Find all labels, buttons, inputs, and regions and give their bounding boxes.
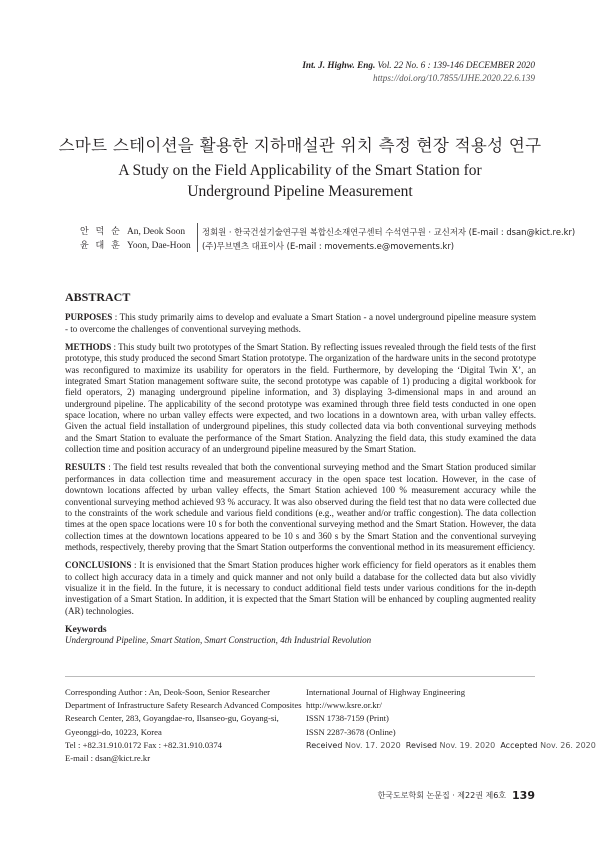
received-date: Nov. 17. 2020: [344, 740, 401, 750]
issn-print: ISSN 1738-7159 (Print): [306, 713, 389, 724]
issn-online: ISSN 2287-3678 (Online): [306, 726, 396, 737]
corr-line: Research Center, 283, Goyangdae-ro, Ilsanseo-gu, Goyang-si,: [65, 713, 279, 724]
page-footer: [378, 789, 535, 802]
author-name-korean: 안 덕 순: [80, 227, 122, 237]
corr-line: Department of Infrastructure Safety Research Advanced Composites: [65, 700, 302, 711]
methods-paragraph: [65, 342, 536, 455]
doi-link[interactable]: https://doi.org/10.7855/IJHE.2020.22.6.139: [373, 73, 535, 83]
english-title-line1: A Study on the Field Applicability of the Smart Station for: [118, 162, 482, 179]
submission-dates: [306, 739, 596, 752]
methods-label: METHODS: [65, 342, 112, 353]
journal-name: International Journal of Highway Engineering: [306, 687, 466, 697]
english-title-line2: Underground Pipeline Measurement: [187, 183, 413, 200]
revised-label: Revised: [405, 740, 437, 750]
footer-journal-info: 한국도로학회 논문집 · 제22권 제6호: [377, 791, 507, 800]
conclusions-text: : It is envisioned that the Smart Station produces higher work efficiency for field operators as it enables them to collect high accuracy data in a timely and quick manner and not only build a database for the collected data but also vividly visualize it in the field. In the future, it is necessary to conduct additional field tests under various conditions for the in-depth investigation of a Smart Station. In addition, it is expected that the Smart Station will be enhanced by coupling augmented reality (AR) technologies.: [65, 560, 536, 616]
purposes-paragraph: [65, 312, 536, 335]
accepted-date: Nov. 26. 2020: [540, 740, 596, 750]
results-label: RESULTS: [65, 462, 106, 473]
results-text: : The field test results revealed that both the conventional surveying method and the Smart Station produced similar performances in data collection time and measurement accuracy in the open space test location. However, in the case of downtown locations affected by urban valley effects, the Smart Station achieved 100 % measurement accuracy while the conventional surveying method achieved 93 % accuracy. It was also observed during the field test that no data were collected due to the constraints of the work schedule and various field conditions (e.g., weather and/or traffic congestion). The data collection times at the open space locations were 10 s for both the conventional surveying method and the Smart Station. However, the data collection times at the downtown locations appeared to be 10 s and 360 s by the Smart Station and the conventional surveying methods, respectively, thereby proving that the Smart Station outperforms the conventional method in its measurement efficiency.: [65, 462, 536, 552]
conclusions-label: CONCLUSIONS: [65, 560, 132, 571]
results-paragraph: [65, 462, 536, 553]
english-title: [0, 160, 600, 202]
author-name-english: An, Deok Soon: [127, 227, 186, 237]
accepted-label: Accepted: [500, 740, 538, 750]
abstract-section: [65, 292, 536, 647]
corr-line: Corresponding Author : An, Deok-Soon, Senior Researcher: [65, 687, 271, 697]
footnote-divider: [65, 676, 535, 677]
author-affiliation: 정회원 · 한국건설기술연구원 복합신소재연구센터 수석연구원 · 교신저자 (E-mail : dsan@kict.re.kr): [202, 227, 576, 237]
author-row: [80, 225, 575, 239]
author-row: [80, 239, 575, 253]
page-number: 139: [512, 789, 535, 802]
corresponding-author-block: [65, 686, 302, 765]
keywords-list: Underground Pipeline, Smart Station, Smart Construction, 4th Industrial Revolution: [65, 635, 372, 646]
corr-email[interactable]: E-mail : dsan@kict.re.kr: [65, 753, 151, 764]
keywords-heading: Keywords: [65, 623, 107, 635]
abstract-heading: ABSTRACT: [65, 290, 131, 304]
publication-info-block: [306, 686, 596, 752]
purposes-label: PURPOSES: [65, 312, 113, 323]
author-name-korean: 윤 대 훈: [80, 241, 122, 251]
methods-text: : This study built two prototypes of the Smart Station. By reflecting issues revealed through the field tests of the first prototype, this study produced the second Smart Station prototype. The organization of the hardware units in the second prototype was reconfigured to maximize its usability for operators in the field. Furthermore, by developing the ‘Digital Twin X’, an integrated Smart Station management software suite, the second prototype was capable of 1) producing a digital workbook for field operators, 2) managing underground pipeline information, and 3) displaying 3-dimensional maps in and around an underground pipeline. The applicability of the second prototype was examined through three field tests conducted in one open space location, where no urban valley effects were expected, and two locations in a downtown area, with urban valley effects. Given the actual field installation of underground pipelines, this study collected data via both conventional surveying methods and the Smart Station to evaluate the performance of the Smart Station. Analyzing the field data, this study examined the data collection time and position accuracy of an underground pipeline measured by the Smart Station.: [65, 342, 537, 455]
corr-line: Gyeonggi-do, 10223, Korea: [65, 726, 162, 737]
purposes-text: : This study primarily aims to develop and evaluate a Smart Station - a novel underground pipeline measure system - to overcome the challenges of conventional surveying methods.: [65, 312, 536, 334]
journal-citation: Int. J. Highw. Eng. Vol. 22 No. 6 : 139-146 DECEMBER 2020: [302, 60, 535, 70]
author-list: [80, 225, 575, 253]
journal-website[interactable]: http://www.ksre.or.kr/: [306, 700, 382, 711]
journal-header: [302, 59, 535, 85]
korean-title: 스마트 스테이션을 활용한 지하매설관 위치 측정 현장 적용성 연구: [58, 136, 542, 155]
corr-contact: Tel : +82.31.910.0172 Fax : +82.31.910.0374: [65, 739, 222, 750]
author-affiliation: (주)무브멘츠 대표이사 (E-mail : movements.e@movements.kr): [202, 241, 455, 251]
received-label: Received: [306, 740, 343, 750]
revised-date: Nov. 19. 2020: [439, 740, 496, 750]
author-name-english: Yoon, Dae-Hoon: [127, 241, 191, 251]
conclusions-paragraph: [65, 560, 536, 617]
